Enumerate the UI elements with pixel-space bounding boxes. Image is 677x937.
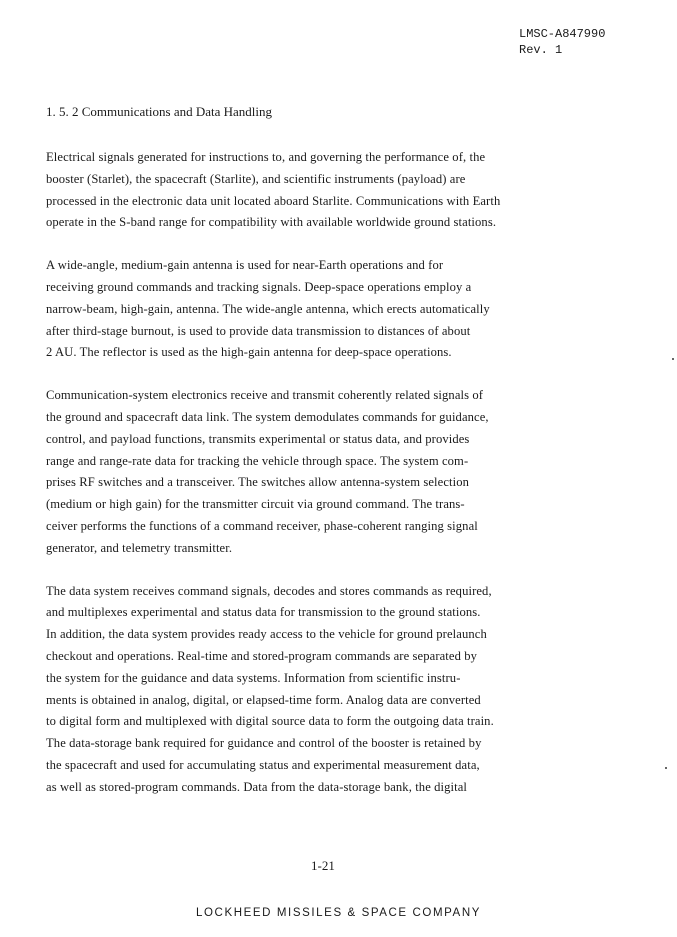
text-line: the ground and spacecraft data link. The system demodulates commands for guidance, <box>46 409 489 424</box>
text-line: control, and payload functions, transmits experimental or status data, and provides <box>46 431 470 446</box>
scan-speck <box>665 767 667 769</box>
text-line: booster (Starlet), the spacecraft (Starlite), and scientific instruments (payload) are <box>46 171 466 186</box>
text-line: receiving ground commands and tracking signals. Deep-space operations employ a <box>46 279 472 294</box>
text-line: 2 AU. The reflector is used as the high-gain antenna for deep-space operations. <box>46 345 452 360</box>
text-line: and multiplexes experimental and status data for transmission to the ground stations. <box>46 605 481 620</box>
body-text <box>46 147 646 820</box>
document-identifier <box>519 26 605 58</box>
text-line: (medium or high gain) for the transmitter circuit via ground command. The trans- <box>46 497 465 512</box>
text-line: A wide-angle, medium-gain antenna is used for near-Earth operations and for <box>46 258 444 273</box>
text-line: Electrical signals generated for instructions to, and governing the performance of, the <box>46 150 486 164</box>
text-line: range and range-rate data for tracking the vehicle through space. The system com- <box>46 453 469 468</box>
text-line: generator, and telemetry transmitter. <box>46 540 233 555</box>
text-line: checkout and operations. Real-time and stored-program commands are separated by <box>46 648 478 663</box>
text-line: processed in the electronic data unit located aboard Starlite. Communications with Earth <box>46 193 501 208</box>
section-heading: 1. 5. 2 Communications and Data Handling <box>46 104 273 119</box>
text-line: after third-stage burnout, is used to provide data transmission to distances of about <box>46 323 471 338</box>
text-line: narrow-beam, high-gain, antenna. The wide-angle antenna, which erects automatically <box>46 301 490 316</box>
paragraph <box>46 255 646 364</box>
text-line: The data-storage bank required for guidance and control of the booster is retained by <box>46 736 482 751</box>
text-line: prises RF switches and a transceiver. The switches allow antenna-system selection <box>46 475 470 490</box>
page-number: 1-21 <box>311 858 335 873</box>
text-line: ments is obtained in analog, digital, or elapsed-time form. Analog data are converted <box>46 692 481 707</box>
text-line: to digital form and multiplexed with digital source data to form the outgoing data train. <box>46 714 494 729</box>
text-line: the system for the guidance and data systems. Information from scientific instru- <box>46 670 461 685</box>
text-line: the spacecraft and used for accumulating status and experimental measurement data, <box>46 757 480 772</box>
paragraph <box>46 581 646 799</box>
paragraph <box>46 147 646 234</box>
text-line: operate in the S-band range for compatibility with available worldwide ground stations. <box>46 215 497 230</box>
text-line: as well as stored-program commands. Data from the data-storage bank, the digital <box>46 779 468 794</box>
text-line: In addition, the data system provides ready access to the vehicle for ground prelaunch <box>46 627 487 642</box>
paragraph <box>46 385 646 559</box>
document-number: LMSC-A847990 <box>519 27 606 41</box>
scan-speck <box>672 358 674 360</box>
text-line: The data system receives command signals, decodes and stores commands as required, <box>46 583 492 598</box>
text-line: ceiver performs the functions of a command receiver, phase-coherent ranging signal <box>46 518 478 533</box>
company-footer: LOCKHEED MISSILES & SPACE COMPANY <box>196 907 481 919</box>
text-line: Communication-system electronics receive and transmit coherently related signals of <box>46 388 484 403</box>
revision-label: Rev. 1 <box>519 43 563 57</box>
